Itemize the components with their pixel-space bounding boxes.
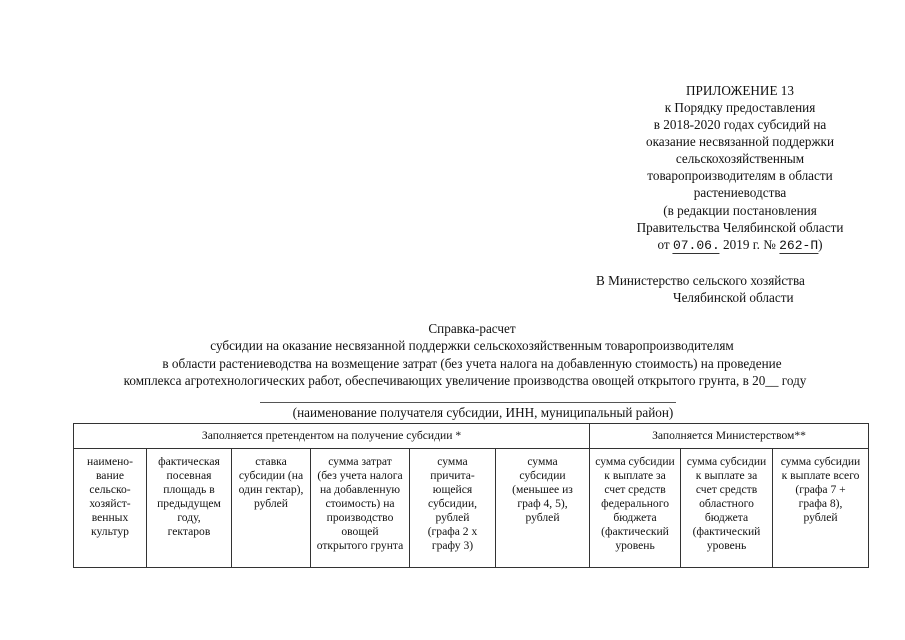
appendix-line: оказание несвязанной поддержки — [645, 134, 835, 149]
heading-line-3: комплекса агротехнологических работ, обеспечивающих увеличение производства овощей открытого грунта, в 20__ году — [123, 373, 807, 388]
appendix-line: к Порядку предоставления — [664, 100, 816, 115]
subsidy-form-table — [73, 423, 869, 568]
addressee-line-1: В Министерство сельского хозяйства — [596, 273, 805, 288]
recipient-caption: (наименование получателя субсидии, ИНН, муниципальный район) — [292, 405, 674, 420]
date-prefix: от — [657, 237, 670, 252]
column-header — [496, 449, 590, 568]
column-header — [232, 449, 311, 568]
column-header-text: фактическая посевная площадь в предыдущем году, гектаров — [157, 455, 221, 538]
document-title: Справка-расчет — [428, 321, 516, 336]
appendix-line: в 2018-2020 годах субсидий на — [653, 117, 827, 132]
date-middle: 2019 г. № — [723, 237, 776, 252]
ministry-section-header: Заполняется Министерством** — [590, 424, 869, 449]
appendix-line: (в редакции постановления — [663, 203, 817, 218]
column-header-text: сумма причита- ющейся субсидии, рублей (графа 2 х графу 3) — [427, 455, 478, 552]
applicant-section-header: Заполняется претендентом на получение субсидии * — [74, 424, 590, 449]
column-header — [147, 449, 232, 568]
appendix-line: товаропроизводителям в области — [647, 168, 833, 183]
date-suffix: ) — [818, 237, 823, 252]
decree-date-line — [657, 237, 822, 254]
decree-number: 262-П — [779, 238, 819, 253]
column-header — [410, 449, 496, 568]
table-group-row — [74, 424, 869, 449]
column-header — [74, 449, 147, 568]
column-header-text: ставка субсидии (на один гектар), рублей — [238, 455, 304, 510]
column-header-text: сумма субсидии к выплате за счет средств областного бюджета (фактический уровень — [686, 455, 767, 552]
column-header-text: наимено- вание сельско- хозяйст- венных культур — [87, 455, 133, 538]
addressee-line-2: Челябинской области — [673, 290, 794, 305]
column-header-text: сумма субсидии (меньшее из граф 4, 5), рублей — [512, 455, 573, 524]
column-header — [590, 449, 681, 568]
column-header — [311, 449, 410, 568]
appendix-title: ПРИЛОЖЕНИЕ 13 — [686, 83, 794, 98]
column-header — [773, 449, 869, 568]
column-header-text: сумма субсидии к выплате за счет средств федерального бюджета (фактический уровень — [595, 455, 675, 552]
recipient-underline — [260, 402, 676, 403]
heading-line-2: в области растениеводства на возмещение затрат (без учета налога на добавленную стоимость) на проведение — [162, 356, 782, 371]
heading-line-1: субсидии на оказание несвязанной поддержки сельскохозяйственным товаропроизводителям — [210, 338, 734, 353]
column-header — [681, 449, 773, 568]
appendix-line: Правительства Челябинской области — [636, 220, 844, 235]
date-value: 07.06. — [672, 238, 720, 253]
column-header-text: сумма субсидии к выплате всего (графа 7 + графа 8), рублей — [780, 455, 861, 524]
table-column-header-row — [74, 449, 869, 568]
appendix-line: растениеводства — [693, 185, 787, 200]
appendix-line: сельскохозяйственным — [675, 151, 805, 166]
column-header-text: сумма затрат (без учета налога на добавленную стоимость) на производство овощей открытого грунта — [316, 455, 404, 552]
